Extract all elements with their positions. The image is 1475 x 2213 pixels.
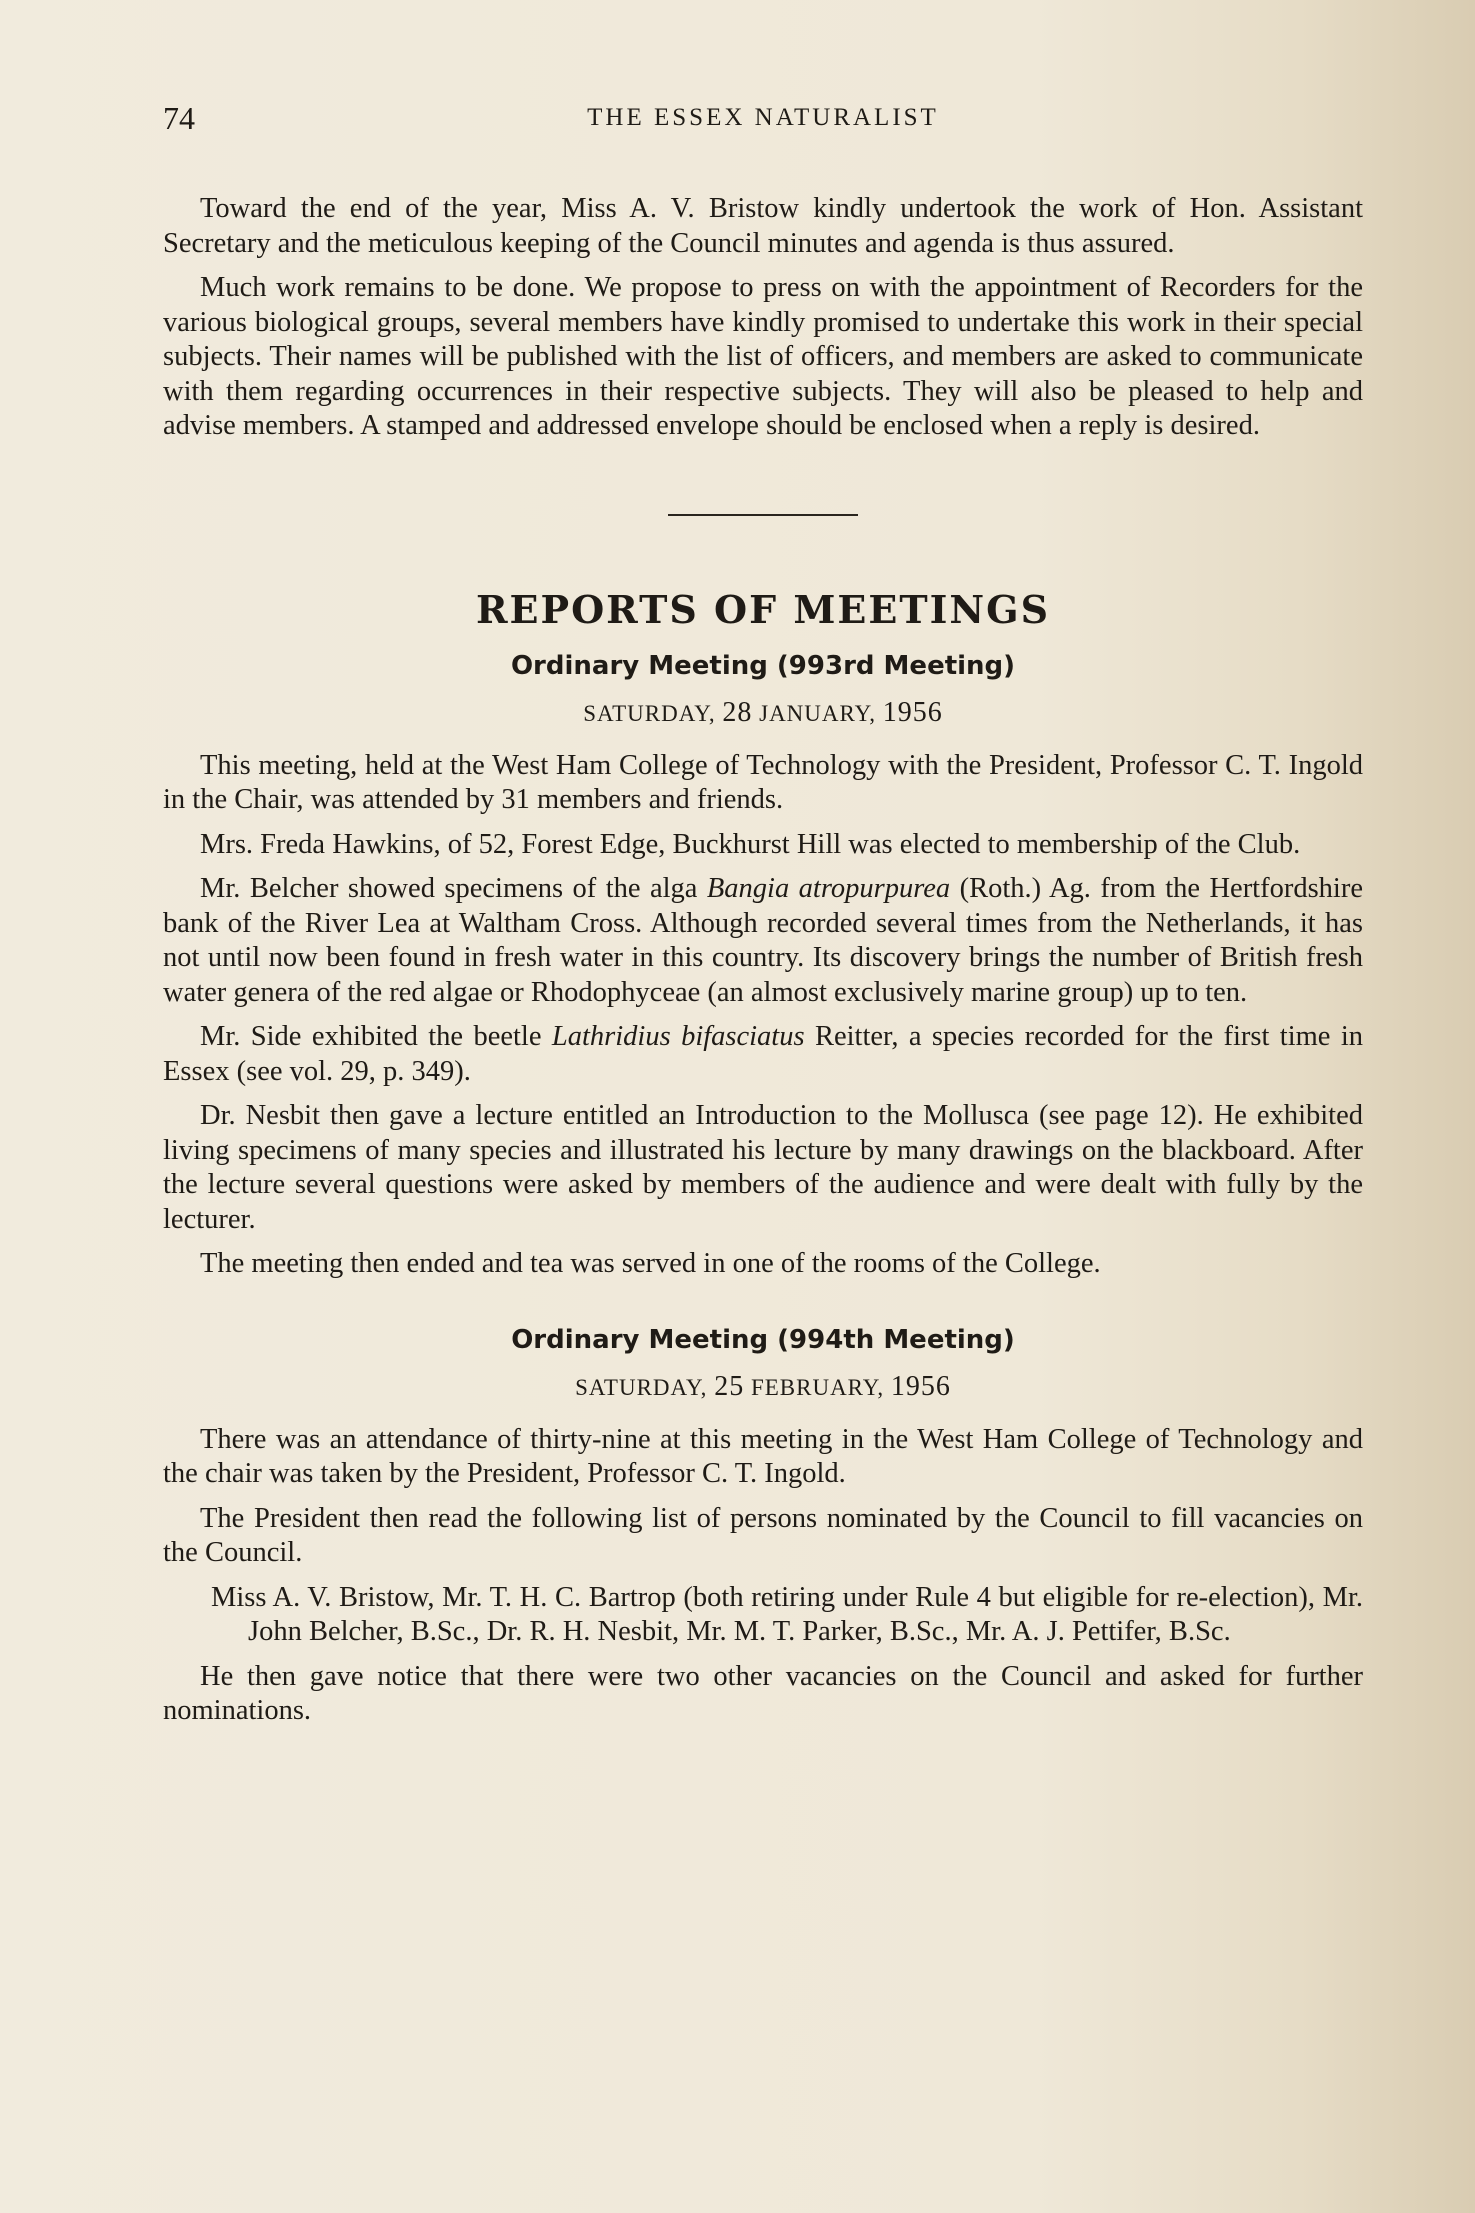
journal-title: THE ESSEX NATURALIST [587,104,939,131]
intro-paragraph: Toward the end of the year, Miss A. V. Bristow kindly undertook the work of Hon. Assistant Secretary and the meticulous keeping of the Council minutes and agenda is thus assured. [163,193,1363,259]
meeting-date-number: 25 [714,1370,745,1402]
report-paragraph: Dr. Nesbit then gave a lecture entitled an Introduction to the Mollusca (see page 12). He exhibited living specimens of many species and illustrated his lecture by many drawings on the blackboard. After the lecture several questions were asked by members of the audience and were dealt with fully by the lecturer. [163,1100,1363,1235]
report-paragraph: Mrs. Freda Hawkins, of 52, Forest Edge, Buckhurst Hill was elected to membership of the Club. [200,828,1301,860]
intro-paragraph: Much work remains to be done. We propose to press on with the appointment of Recorders for the various biological groups, several members have kindly promised to undertake this work in their special subjects. Their names will be published with the list of officers, and members are asked to communicate with them regarding occurrences in their respective subjects. They will also be pleased to help and advise members. A stamped and addressed envelope should be enclosed when a reply is desired. [163,272,1363,441]
meeting-date-number: 28 [722,696,753,728]
running-head [163,100,1363,140]
text-run: (Roth.) Ag. from the Hertfordshire bank of the River Lea at Waltham Cross. Although recorded several times from the Netherlands, it has not until now been found in fresh water in this country. Its discovery brings the number of British fresh water genera of the red algae or Rhodophyceae (an almost exclusively marine group) up to ten. [163,873,1363,1008]
report-paragraph: This meeting, held at the West Ham College of Technology with the President, Professor C. T. Ingold in the Chair, was attended by 31 members and friends. [163,749,1363,815]
text-run: Reitter, a species recorded for the first time in Essex (see vol. 29, p. 349). [163,1021,1363,1087]
report-paragraph: There was an attendance of thirty-nine at this meeting in the West Ham College of Technology and the chair was taken by the President, Professor C. T. Ingold. [163,1423,1363,1489]
meeting-date-year: 1956 [882,696,943,728]
report-paragraph: The meeting then ended and tea was served in one of the rooms of the College. [200,1248,1101,1279]
section-heading: REPORTS OF MEETINGS [475,586,1051,632]
report-paragraph [163,872,1363,1010]
meeting-report [163,1322,1363,1729]
meeting-date-year: 1956 [890,1370,951,1402]
meeting-date-month: JANUARY, [759,700,876,726]
text-run: Mr. Side exhibited the beetle [200,1021,552,1052]
meeting-date [163,1372,1363,1403]
meeting-date-month: FEBRUARY, [750,1374,885,1400]
page-content [163,192,1363,1729]
meeting-title: Ordinary Meeting (993rd Meeting) [510,650,1016,681]
species-name: Bangia atropurpurea [706,873,951,904]
report-paragraph: The President then read the following list of persons nominated by the Council to fill vacancies on the Council. [163,1502,1363,1568]
page-number: 74 [163,100,195,136]
meeting-date-day: SATURDAY, [583,700,716,726]
species-name: Lathridius bifasciatus [551,1021,805,1052]
section-divider [668,514,858,516]
report-paragraph: He then gave notice that there were two other vacancies on the Council and asked for further nominations. [163,1660,1363,1726]
meeting-date [163,698,1363,729]
report-paragraph [163,1020,1363,1089]
text-run: Mr. Belcher showed specimens of the alga [200,873,707,904]
meeting-date-day: SATURDAY, [575,1374,708,1400]
meeting-title: Ordinary Meeting (994th Meeting) [511,1324,1015,1355]
nominee-list: Miss A. V. Bristow, Mr. T. H. C. Bartrop (both retiring under Rule 4 but eligible for re-election), Mr. John Belcher, B.Sc., Dr. R. H. Nesbit, Mr. M. T. Parker, B.Sc., Mr. A. J. Pettifer, B.Sc. [211,1581,1363,1647]
meeting-report [163,648,1363,1282]
